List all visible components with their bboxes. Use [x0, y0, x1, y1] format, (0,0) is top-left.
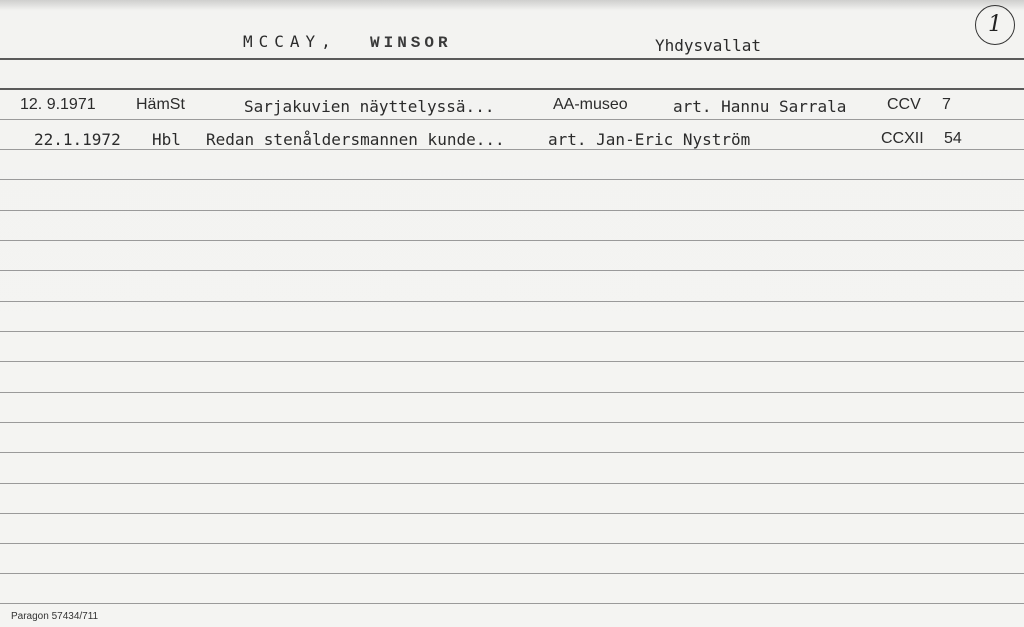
ruled-line	[0, 149, 1024, 150]
ruled-line	[0, 483, 1024, 484]
ruled-line	[0, 331, 1024, 332]
ruled-line	[0, 240, 1024, 241]
ruled-line	[0, 543, 1024, 544]
given-name: WINSOR	[370, 34, 452, 52]
ruled-line	[0, 422, 1024, 423]
print-code: Paragon 57434/711	[11, 611, 99, 622]
ruled-line	[0, 573, 1024, 574]
ruled-line	[0, 210, 1024, 211]
entry-page: 54	[944, 130, 962, 147]
entry-page: 7	[942, 96, 951, 113]
ruled-line	[0, 270, 1024, 271]
entry-ref: CCV	[887, 96, 921, 113]
entry-date: 22.1.1972	[34, 130, 121, 149]
entry-title: Sarjakuvien näyttelyssä...	[244, 97, 495, 116]
country: Yhdysvallat	[655, 36, 761, 55]
ruled-line	[0, 513, 1024, 514]
ruled-line	[0, 301, 1024, 302]
surname: MCCAY,	[243, 32, 337, 51]
header-rule-double	[0, 88, 1024, 90]
entry-source: HämSt	[136, 96, 185, 113]
entry-title: Redan stenåldersmannen kunde...	[206, 130, 505, 149]
card-number: 1	[975, 5, 1015, 45]
entry-ref: CCXII	[881, 130, 924, 147]
entry-date: 12. 9.1971	[20, 96, 96, 113]
entry-source: Hbl	[152, 130, 181, 149]
card-top-edge	[0, 0, 1024, 10]
ruled-line	[0, 119, 1024, 120]
ruled-line	[0, 361, 1024, 362]
entry-place: AA-museo	[553, 96, 628, 113]
header-rule	[0, 58, 1024, 60]
entry-author: art. Hannu Sarrala	[673, 97, 847, 116]
entry-author: art. Jan-Eric Nyström	[548, 130, 751, 149]
ruled-line	[0, 603, 1024, 604]
ruled-line	[0, 452, 1024, 453]
ruled-line	[0, 179, 1024, 180]
ruled-line	[0, 392, 1024, 393]
